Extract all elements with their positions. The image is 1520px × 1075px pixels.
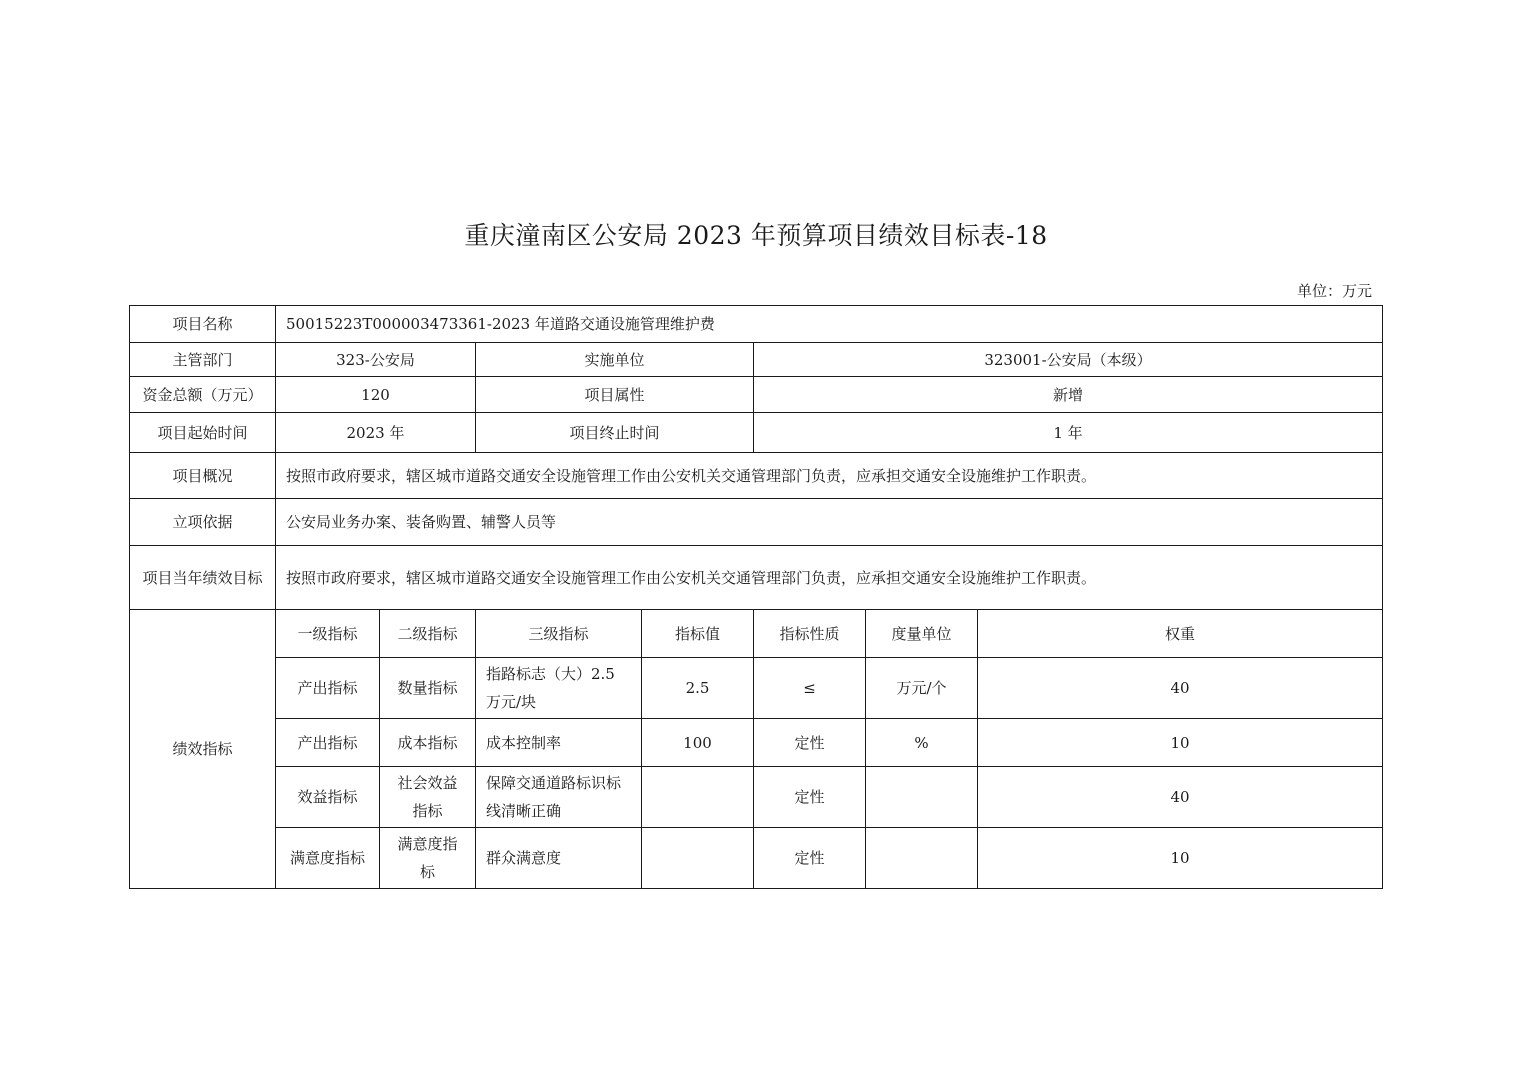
end-time-label: 项目终止时间 bbox=[476, 413, 754, 453]
nature-cell: 定性 bbox=[754, 719, 866, 767]
unit-cell: 万元/个 bbox=[866, 658, 978, 719]
department-label: 主管部门 bbox=[130, 343, 276, 377]
level1-cell: 产出指标 bbox=[276, 719, 380, 767]
header-level1: 一级指标 bbox=[276, 610, 380, 658]
nature-cell: ≤ bbox=[754, 658, 866, 719]
unit-label: 单位：万元 bbox=[1296, 282, 1372, 300]
project-attribute-label: 项目属性 bbox=[476, 377, 754, 413]
page-title: 重庆潼南区公安局 2023 年预算项目绩效目标表-18 bbox=[464, 221, 1048, 250]
header-level3: 三级指标 bbox=[476, 610, 642, 658]
annual-goal-label: 项目当年绩效目标 bbox=[130, 546, 276, 610]
start-time-value: 2023 年 bbox=[276, 413, 476, 453]
project-name-value: 50015223T000003473361-2023 年道路交通设施管理维护费 bbox=[276, 306, 1383, 343]
unit-cell: % bbox=[866, 719, 978, 767]
value-cell: 100 bbox=[642, 719, 754, 767]
nature-cell: 定性 bbox=[754, 828, 866, 889]
end-time-value: 1 年 bbox=[754, 413, 1383, 453]
level2-cell: 成本指标 bbox=[380, 719, 476, 767]
indicators-section-label: 绩效指标 bbox=[130, 610, 276, 889]
weight-cell: 40 bbox=[978, 767, 1383, 828]
row-department bbox=[130, 343, 1383, 377]
level2-cell: 满意度指标 bbox=[380, 828, 476, 889]
weight-cell: 10 bbox=[978, 828, 1383, 889]
weight-cell: 10 bbox=[978, 719, 1383, 767]
level3-cell: 保障交通道路标识标线清晰正确 bbox=[476, 767, 642, 828]
value-cell: 2.5 bbox=[642, 658, 754, 719]
row-project-name bbox=[130, 306, 1383, 343]
header-nature: 指标性质 bbox=[754, 610, 866, 658]
row-funding bbox=[130, 377, 1383, 413]
row-basis bbox=[130, 499, 1383, 546]
row-annual-goal bbox=[130, 546, 1383, 610]
level3-cell: 成本控制率 bbox=[476, 719, 642, 767]
project-name-label: 项目名称 bbox=[130, 306, 276, 343]
header-level2: 二级指标 bbox=[380, 610, 476, 658]
implementing-unit-value: 323001-公安局（本级） bbox=[754, 343, 1383, 377]
unit-cell bbox=[866, 828, 978, 889]
indicator-header-row bbox=[130, 610, 1383, 658]
header-weight: 权重 bbox=[978, 610, 1383, 658]
level2-cell: 数量指标 bbox=[380, 658, 476, 719]
overview-label: 项目概况 bbox=[130, 453, 276, 499]
value-cell bbox=[642, 828, 754, 889]
row-duration bbox=[130, 413, 1383, 453]
value-cell bbox=[642, 767, 754, 828]
header-value: 指标值 bbox=[642, 610, 754, 658]
department-value: 323-公安局 bbox=[276, 343, 476, 377]
weight-cell: 40 bbox=[978, 658, 1383, 719]
row-overview bbox=[130, 453, 1383, 499]
annual-goal-value: 按照市政府要求，辖区城市道路交通安全设施管理工作由公安机关交通管理部门负责，应承担交通安全设施维护工作职责。 bbox=[276, 546, 1383, 610]
indicator-row bbox=[130, 767, 1383, 828]
header-unit: 度量单位 bbox=[866, 610, 978, 658]
level1-cell: 效益指标 bbox=[276, 767, 380, 828]
total-funds-value: 120 bbox=[276, 377, 476, 413]
level3-cell: 群众满意度 bbox=[476, 828, 642, 889]
level1-cell: 满意度指标 bbox=[276, 828, 380, 889]
implementing-unit-label: 实施单位 bbox=[476, 343, 754, 377]
project-attribute-value: 新增 bbox=[754, 377, 1383, 413]
overview-value: 按照市政府要求，辖区城市道路交通安全设施管理工作由公安机关交通管理部门负责，应承担交通安全设施维护工作职责。 bbox=[276, 453, 1383, 499]
total-funds-label: 资金总额（万元） bbox=[130, 377, 276, 413]
level3-cell: 指路标志（大）2.5 万元/块 bbox=[476, 658, 642, 719]
indicator-row bbox=[130, 658, 1383, 719]
start-time-label: 项目起始时间 bbox=[130, 413, 276, 453]
performance-table bbox=[129, 305, 1383, 889]
nature-cell: 定性 bbox=[754, 767, 866, 828]
unit-cell bbox=[866, 767, 978, 828]
indicator-row bbox=[130, 719, 1383, 767]
level1-cell: 产出指标 bbox=[276, 658, 380, 719]
basis-label: 立项依据 bbox=[130, 499, 276, 546]
indicator-row bbox=[130, 828, 1383, 889]
basis-value: 公安局业务办案、装备购置、辅警人员等 bbox=[276, 499, 1383, 546]
level2-cell: 社会效益指标 bbox=[380, 767, 476, 828]
